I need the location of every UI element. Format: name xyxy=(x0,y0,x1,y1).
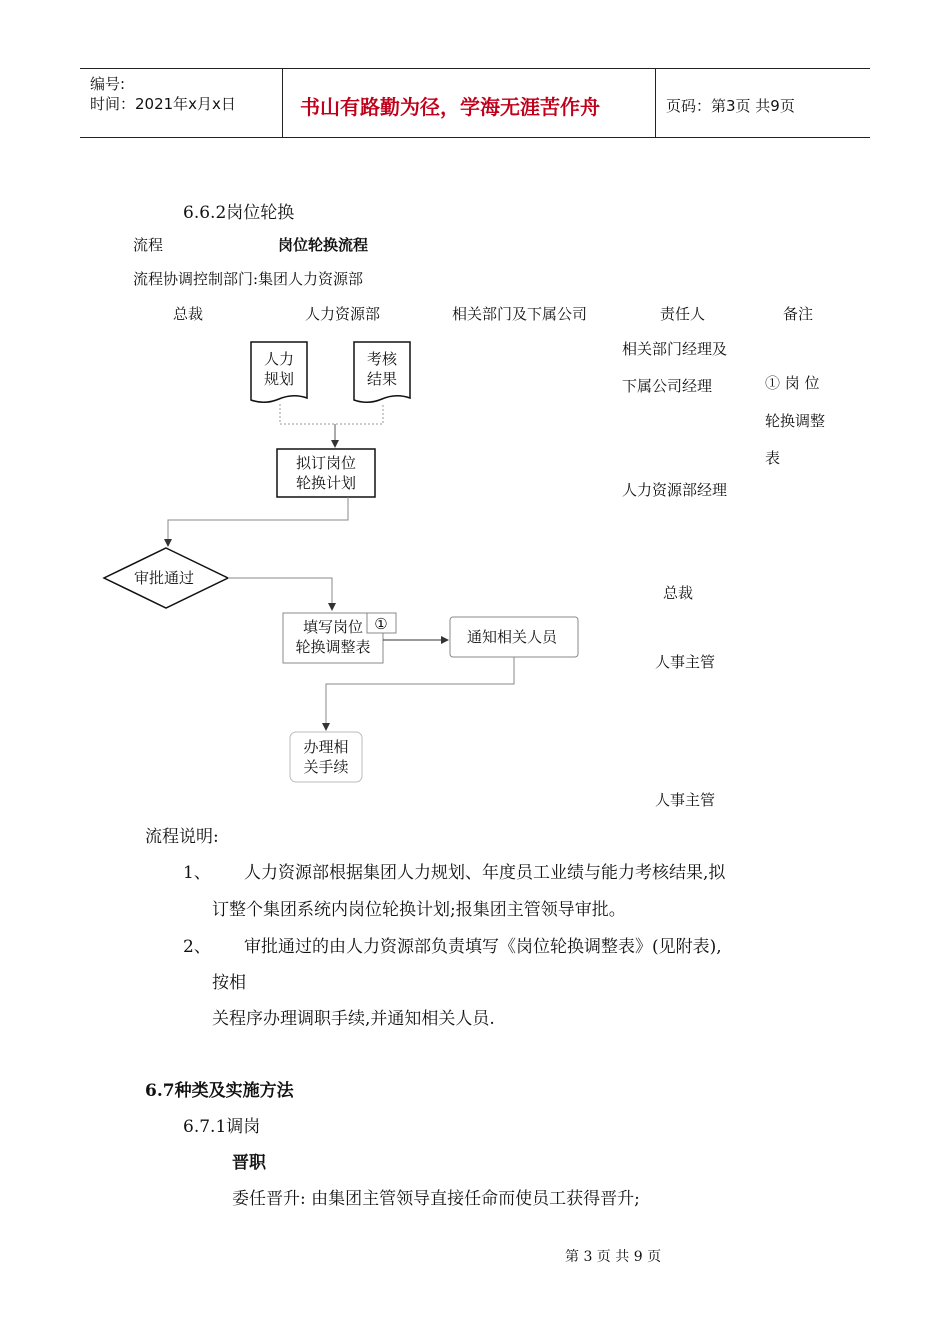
handle-line: 办理相 xyxy=(303,738,349,756)
eval-result-node xyxy=(354,342,410,402)
section-heading: 6.6.2岗位轮换 xyxy=(183,203,295,223)
fill-form-line: 填写岗位 xyxy=(302,618,364,636)
responsible-text: 人力资源部经理 xyxy=(622,481,728,499)
handle-node xyxy=(290,732,362,782)
remark-text: 轮换调整 xyxy=(765,412,826,430)
explanation-line: 审批通过的由人力资源部负责填写《岗位轮换调整表》(见附表), xyxy=(244,937,722,957)
handle-line: 关手续 xyxy=(303,758,349,776)
time-label: 时间：2021年x月x日 xyxy=(90,95,236,113)
explanation-line: 订整个集团系统内岗位轮换计划;报集团主管领导审批。 xyxy=(212,900,626,920)
fill-form-line: 轮换调整表 xyxy=(295,638,371,656)
page-label: 页码：第3页 共9页 xyxy=(666,97,795,115)
coord-dept: 流程协调控制部门:集团人力资源部 xyxy=(133,270,364,288)
column-header-hr: 人力资源部 xyxy=(305,305,381,323)
hr-plan-line: 人力 xyxy=(263,350,295,368)
approve-text: 审批通过 xyxy=(133,569,195,587)
item-number: 2、 xyxy=(183,937,211,957)
arrow xyxy=(326,657,514,730)
header-motto: 书山有路勤为径，学海无涯苦作舟 xyxy=(300,95,600,119)
column-header-remarks: 备注 xyxy=(783,305,814,323)
column-header-responsible: 责任人 xyxy=(660,305,706,323)
notify-node xyxy=(450,617,578,657)
remark-text: 表 xyxy=(765,449,781,467)
column-header-dept: 相关部门及下属公司 xyxy=(452,305,588,323)
footer-page: 第 3 页 共 9 页 xyxy=(565,1249,662,1265)
hr-plan-line: 规划 xyxy=(263,370,295,388)
appoint-text: 委任晋升: 由集团主管领导直接任命而使员工获得晋升; xyxy=(232,1189,640,1209)
marker-text: ① xyxy=(374,615,388,633)
hr-plan-node xyxy=(251,342,307,402)
explanation-line: 关程序办理调职手续,并通知相关人员. xyxy=(212,1009,495,1029)
section-heading: 6.7种类及实施方法 xyxy=(145,1081,294,1101)
eval-result-line: 考核 xyxy=(366,350,398,368)
responsible-text: 相关部门经理及 xyxy=(622,340,728,358)
item-number: 1、 xyxy=(183,863,211,883)
eval-result-line: 结果 xyxy=(366,370,398,388)
approve-node xyxy=(104,548,228,608)
serial-label: 编号: xyxy=(90,75,126,93)
draft-plan-line: 轮换计划 xyxy=(295,474,357,492)
arrow xyxy=(168,497,348,546)
arrow xyxy=(228,578,332,610)
subsection-heading: 6.7.1调岗 xyxy=(183,1117,261,1137)
explanation-line: 按相 xyxy=(212,973,246,993)
notify-text: 通知相关人员 xyxy=(466,628,558,646)
draft-plan-node xyxy=(277,449,375,497)
column-header-ceo: 总裁 xyxy=(173,305,204,323)
responsible-text: 人事主管 xyxy=(655,791,716,809)
promotion-heading: 晋职 xyxy=(232,1153,266,1173)
explanation-title: 流程说明: xyxy=(145,827,219,847)
circle-one-marker xyxy=(367,613,396,633)
responsible-text: 下属公司经理 xyxy=(622,377,713,395)
flow-label: 流程 xyxy=(133,236,164,254)
dotted-connector xyxy=(280,404,383,424)
draft-plan-line: 拟订岗位 xyxy=(295,454,357,472)
explanation-line: 人力资源部根据集团人力规划、年度员工业绩与能力考核结果,拟 xyxy=(244,863,726,883)
responsible-text: 人事主管 xyxy=(655,653,716,671)
remark-text: ① 岗 位 xyxy=(765,374,820,392)
responsible-text: 总裁 xyxy=(663,584,694,602)
flow-title: 岗位轮换流程 xyxy=(278,236,369,254)
